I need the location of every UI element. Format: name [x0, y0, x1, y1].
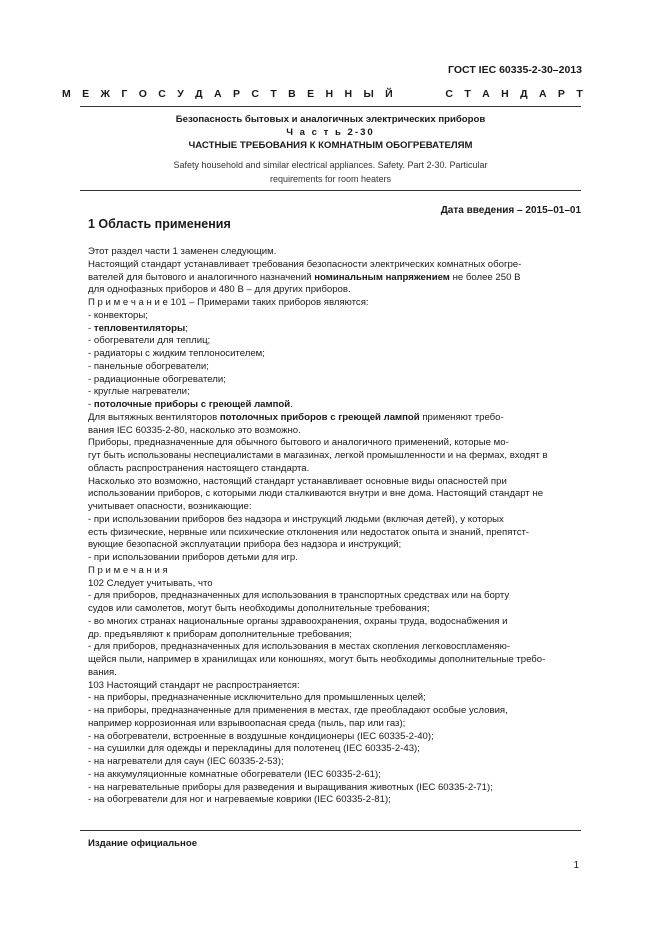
text-run: использовании приборов, с которыми люди сталкиваются внутри и вне дома. Настоящий стандарт не [88, 488, 544, 500]
heading-letter: А [214, 88, 222, 100]
text-run: - на аккумуляционные комнатные обогреватели (IEC 60335-2-61); [88, 768, 381, 780]
english-title [80, 158, 581, 186]
heading-letter: Е [307, 88, 315, 100]
heading-letter: С [445, 88, 453, 100]
official-edition-label: Издание официальное [88, 838, 198, 849]
heading-letter: С [158, 88, 166, 100]
introduction-date: Дата введения – 2015–01–01 [440, 205, 581, 216]
text-line [88, 246, 582, 259]
title-part: Ч а с т ь 2-30 [286, 127, 375, 138]
text-line [88, 654, 582, 667]
text-run: Насколько это возможно, настоящий стандарт устанавливает основные виды опасностей при [88, 475, 507, 487]
heading-letter: Н [344, 88, 353, 100]
heading-letter: Д [195, 88, 203, 100]
text-run: - панельные обогреватели; [88, 360, 209, 372]
text-line [88, 718, 582, 731]
text-run: вания IEC 60335-2-80, насколько это возможно. [88, 424, 301, 436]
text-run: - конвекторы; [88, 309, 148, 321]
text-line [88, 769, 582, 782]
text-line [88, 476, 582, 489]
text-line [88, 565, 582, 578]
text-line [88, 514, 582, 527]
text-line [88, 386, 582, 399]
heading-letter: Р [557, 88, 565, 100]
english-title-line-2: requirements for room heaters [269, 174, 392, 184]
header-rule-bottom [80, 190, 581, 191]
heading-letter: Й [385, 88, 393, 100]
text-line [88, 297, 582, 310]
heading-letter: Р [232, 88, 240, 100]
interstate-standard-heading [62, 88, 583, 100]
text-line [88, 603, 582, 616]
text-run: - на приборы, предназначенные для применения в местах, где преобладают особые условия, [88, 705, 508, 716]
text-line [88, 667, 582, 680]
text-run: есть физические, нервные или психические отклонения или недостаток опыта и знаний, препятст- [88, 526, 530, 538]
heading-letter: С [251, 88, 259, 100]
text-run: - радиационные обогреватели; [88, 373, 226, 385]
heading-letter: Г [121, 88, 128, 100]
text-run: - круглые нагреватели; [88, 386, 190, 398]
text-line [88, 680, 582, 693]
heading-letter: Н [325, 88, 334, 100]
text-line [88, 259, 582, 272]
title-line-3: ЧАСТНЫЕ ТРЕБОВАНИЯ К КОМНАТНЫМ ОБОГРЕВАТЕЛЯМ [188, 140, 473, 151]
text-line [88, 361, 582, 374]
page-number: 1 [573, 860, 579, 871]
title-line-1: Безопасность бытовых и аналогичных электрических приборов [175, 114, 486, 125]
text-line [88, 425, 582, 438]
text-run: учитывает опасности, возникающие: [88, 501, 252, 512]
text-run: ; [185, 322, 188, 334]
heading-gap [404, 88, 434, 100]
text-run: - [88, 399, 94, 410]
text-line [88, 527, 582, 540]
bold-term: тепловентиляторы [93, 322, 186, 334]
heading-letter: У [177, 88, 184, 100]
text-run: - на сушилки для одежды и перекладины для полотенец (IEC 60335-2-43); [88, 743, 420, 755]
body-text [88, 246, 582, 807]
text-line [88, 488, 582, 501]
text-line [88, 437, 582, 450]
text-run: 102 Следует учитывать, что [88, 577, 213, 589]
text-run: - при использовании приборов без надзора и инструкций людьми (включая детей), у которых [88, 513, 504, 525]
text-line [88, 552, 582, 565]
text-run: применяют требо- [419, 411, 504, 423]
heading-letter: Н [501, 88, 509, 100]
text-line [88, 348, 582, 361]
text-run: - на нагревательные приборы для разведения и выращивания животных (IEC 60335-2-71); [88, 781, 493, 793]
bold-term: номинальным напряжением [314, 271, 450, 283]
text-run: Настоящий стандарт устанавливает требования безопасности электрических комнатных обогре- [88, 258, 522, 270]
text-run: П р и м е ч а н и е 101 – Примерами таких приборов являются: [88, 297, 369, 308]
text-run: для однофазных приборов и 480 В – для других приборов. [88, 284, 351, 296]
heading-letter: О [138, 88, 147, 100]
text-line [88, 731, 582, 744]
text-run: Для вытяжных вентиляторов [88, 411, 220, 423]
text-run: . [290, 399, 293, 410]
bold-term: потолочные приборы с греющей лампой [93, 399, 291, 410]
text-run: вания. [88, 666, 117, 678]
text-line [88, 399, 582, 412]
text-line [88, 629, 582, 642]
text-run: например коррозионная или взрывоопасная среда (пыль, пар или газ); [88, 717, 406, 729]
text-line [88, 616, 582, 629]
text-run: судов или самолетов, могут быть необходимы дополнительные требования; [88, 603, 430, 614]
text-line [88, 412, 582, 425]
text-run: не более 250 В [449, 271, 521, 283]
text-run: гут быть использованы неспециалистами в магазинах, легкой промышленности и на фермах, входят в [88, 450, 548, 461]
text-line [88, 590, 582, 603]
text-run: - при использовании приборов детьми для игр. [88, 552, 298, 563]
text-run: др. предъявляют к приборам дополнительные требования; [88, 628, 352, 640]
text-line [88, 692, 582, 705]
header-rule-top [80, 106, 581, 107]
text-run: вующие безопасной эксплуатации прибора без надзора и инструкций; [88, 539, 402, 551]
text-line [88, 284, 582, 297]
text-line [88, 450, 582, 463]
standard-code: ГОСТ IEC 60335-2-30–2013 [448, 64, 582, 76]
footer-rule [80, 830, 581, 831]
text-line [88, 374, 582, 387]
heading-letter: Т [270, 88, 277, 100]
text-run: Этот раздел части 1 заменен следующим. [88, 246, 277, 257]
text-run: - [88, 322, 94, 334]
heading-letter: Т [576, 88, 583, 100]
heading-letter: Т [464, 88, 471, 100]
text-run: - на нагреватели для саун (IEC 60335-2-53); [88, 756, 284, 767]
text-run: Приборы, предназначенные для обычного бытового и аналогичного применений, которые мо- [88, 437, 509, 449]
bold-term: потолочных приборов с греющей лампой [219, 411, 420, 423]
text-line [88, 578, 582, 591]
text-line [88, 782, 582, 795]
text-run: - на обогреватели для ног и нагреваемые коврики (IEC 60335-2-81); [88, 794, 391, 806]
text-run: - обогреватели для теплиц; [88, 335, 211, 347]
text-run: щейся пыли, например в хранилищах или конюшнях, могут быть необходимы дополнительные требо- [88, 654, 546, 665]
section-title: 1 Область применения [88, 217, 231, 231]
heading-letter: А [482, 88, 490, 100]
text-run: вателей для бытового и аналогичного назначений [88, 271, 315, 283]
text-run: область распространения настоящего стандарта. [88, 462, 310, 474]
text-line [88, 310, 582, 323]
text-line [88, 501, 582, 514]
text-line [88, 794, 582, 807]
english-title-line-1: Safety household and similar electrical appliances. Safety. Part 2-30. Particular [173, 160, 488, 170]
text-line [88, 463, 582, 476]
text-line [88, 539, 582, 552]
text-run: 103 Настоящий стандарт не распространяется: [88, 679, 300, 691]
heading-letter: А [538, 88, 547, 100]
text-run: - на обогреватели, встроенные в воздушные кондиционеры (IEC 60335-2-40); [88, 730, 434, 742]
text-line [88, 335, 582, 348]
heading-letter: М [62, 88, 71, 100]
text-line [88, 323, 582, 336]
text-line [88, 756, 582, 769]
text-line [88, 272, 582, 285]
heading-letter: Д [520, 88, 528, 100]
text-run: - радиаторы с жидким теплоносителем; [88, 348, 265, 359]
text-run: П р и м е ч а н и я [88, 564, 168, 576]
text-line [88, 743, 582, 756]
text-line [88, 705, 582, 718]
text-run: - во многих странах национальные органы здравоохранения, охраны труда, водоснабжения и [88, 615, 508, 627]
text-run: - на приборы, предназначенные исключительно для промышленных целей; [88, 692, 426, 704]
text-run: - для приборов, предназначенных для использования в местах скопления легковоспламеняю- [88, 641, 511, 653]
text-line [88, 641, 582, 654]
heading-letter: Е [82, 88, 90, 100]
heading-letter: Ж [100, 88, 111, 100]
heading-letter: Ы [363, 88, 374, 100]
text-run: - для приборов, предназначенных для использования в транспортных средствах или на борту [88, 590, 510, 602]
heading-letter: В [288, 88, 296, 100]
